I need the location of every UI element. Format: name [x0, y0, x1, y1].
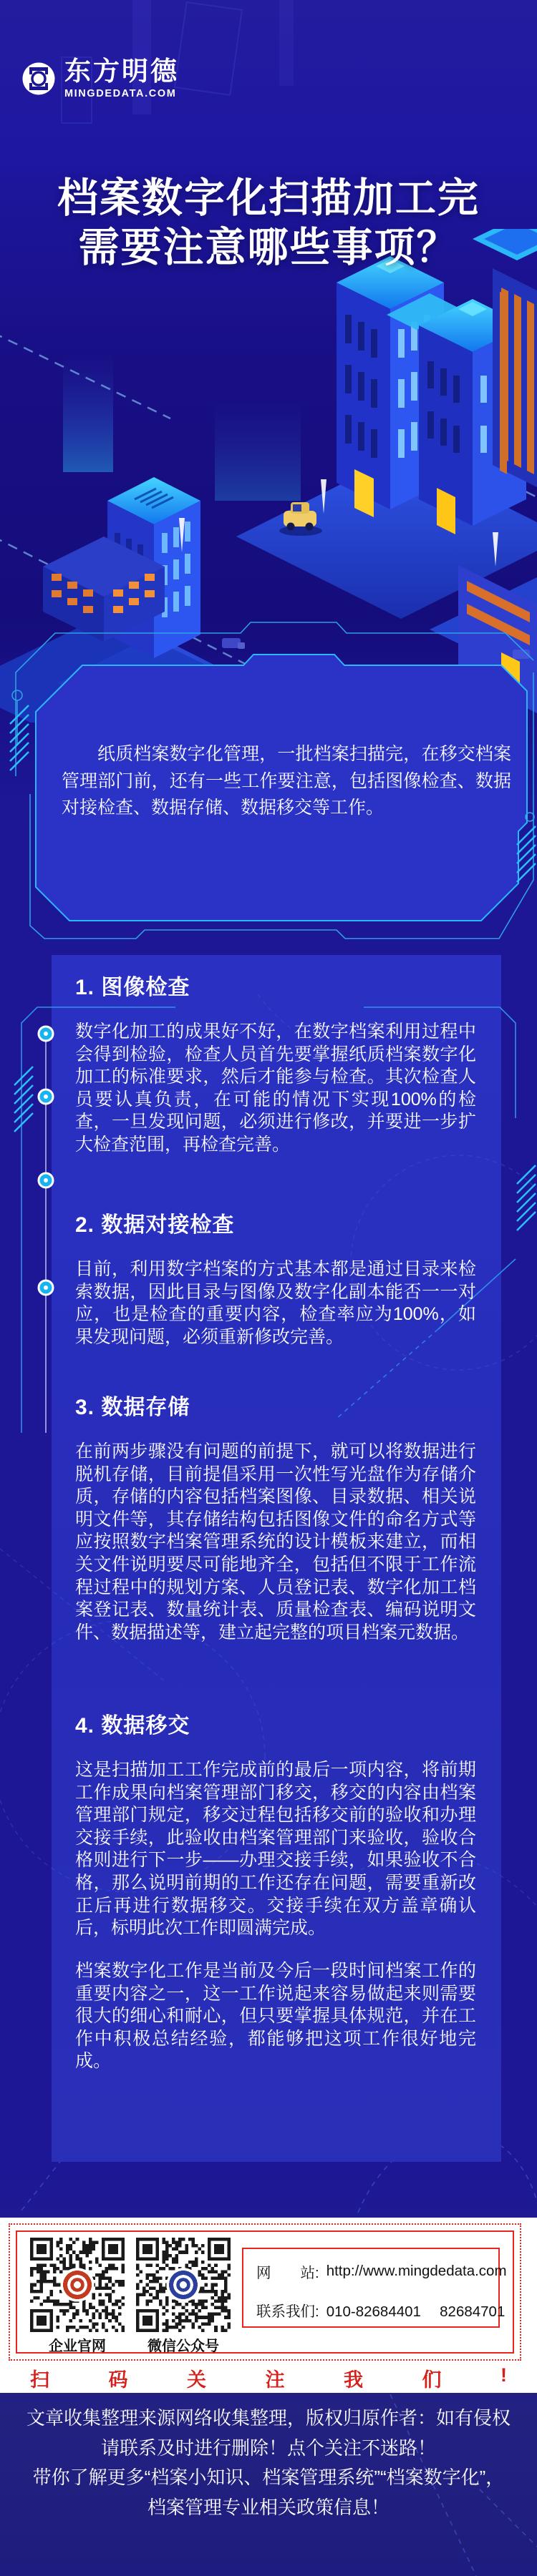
qr-wechat: [136, 2238, 231, 2355]
section-2-body: 目前，利用数字档案的方式基本都是通过目录来检索数据，因此目录与图像及数字化副本能否一一对应，也是检查的重要内容，检查率应为100%，如果发现问题，必须重新修改完善。: [75, 1259, 476, 1347]
contact-phones: 010-82684401 82684701: [326, 2303, 505, 2320]
slogan-char: 扫: [30, 2369, 49, 2391]
intro-paragraph: 纸质档案数字化管理，一批档案扫描完，在移交档案管理部门前，还有一些工作要注意，包括图像检查、数据对接检查、数据存储、数据移交等工作。: [62, 744, 511, 818]
brand-name: 东方明德: [64, 57, 179, 86]
qr-website: [30, 2238, 125, 2355]
section-data-handover: [75, 1708, 476, 1940]
footer-contact-band: [0, 2218, 537, 2393]
contact-info-box: [242, 2248, 507, 2328]
scan-slogan: [30, 2364, 507, 2392]
dotted-red-border: [9, 2223, 521, 2361]
page-title: [0, 174, 537, 273]
disclaimer-line-3: 带你了解更多“档案小知识、档案管理系统”“档案数字化”，: [32, 2467, 505, 2488]
footer-disclaimer: [0, 2404, 537, 2522]
section-data-link-check: [75, 1207, 476, 1348]
slogan-char: 们: [422, 2369, 442, 2391]
slogan-char: 码: [108, 2369, 128, 2391]
disclaimer-line-4: 档案管理专业相关政策信息！: [147, 2496, 390, 2518]
section-1-heading: 1. 图像检查: [75, 976, 190, 999]
section-data-storage: [75, 1389, 476, 1644]
section-3-heading: 3. 数据存储: [75, 1396, 190, 1419]
slogan-char: 注: [265, 2369, 285, 2391]
slogan-char: !: [500, 2364, 507, 2386]
contact-label: 联系我们:: [256, 2303, 319, 2320]
website-url: http://www.mingdedata.com: [326, 2263, 507, 2279]
brand-domain: MINGDEDATA.COM: [64, 88, 177, 99]
slogan-char: 我: [344, 2369, 363, 2391]
section-3-body: 在前两步骤没有问题的前提下，就可以将数据进行脱机存储，目前提倡采用一次性写光盘作为存储介质，存储的内容包括档案图像、目录数据、相关说明文件等，其存储结构包括图像文件的命名方式等应按照数字档案管理系统的设计模板来建立，而相关文件说明要尽可能地齐全，包括但不限于工作流程过程中的规划方案、人员登记表、数字化加工档案登记表、数量统计表、质量检查表、编码说明文件、数据描述等，建立起完整的项目档案元数据。: [75, 1441, 476, 1642]
title-line-1: 档案数字化扫描加工完: [57, 175, 480, 222]
section-4-body: 这是扫描加工工作完成前的最后一项内容，将前期工作成果向档案管理部门移交，移交的内容由档案管理部门规定，移交过程包括移交前的验收和办理交接手续，此验收由档案管理部门来验收，验收合格则进行下一步——办理交接手续，如果验收不合格，那么说明前期的工作还存在问题，需要重新改正后再进行数据移交。交接手续在双方盖章确认后，标明此次工作即圆满完成。: [75, 1760, 476, 1939]
slogan-char: 关: [187, 2369, 206, 2391]
qr-website-label: 企业官网: [49, 2339, 106, 2354]
content-panel: [52, 955, 501, 2162]
disclaimer-line-2: 请联系及时进行删除！点个关注不迷路！: [100, 2437, 436, 2459]
title-line-2: 需要注意哪些事项？: [78, 225, 459, 271]
mingde-logo-icon: [21, 62, 56, 96]
qr-code-wechat: [136, 2238, 231, 2332]
section-4-heading: 4. 数据移交: [75, 1714, 190, 1738]
website-label: 网 站:: [256, 2265, 319, 2281]
closing-paragraph: 档案数字化工作是当前及今后一段时间档案工作的重要内容之一，这一工作说起来容易做起来则需要很大的细心和耐心，但只要掌握具体规范，并在工作中积极总结经验，都能够把这项工作很好地完成。: [75, 1961, 476, 2072]
section-2-heading: 2. 数据对接检查: [75, 1213, 235, 1237]
solid-red-border: [16, 2230, 514, 2354]
qr-wechat-label: 微信公众号: [147, 2339, 219, 2354]
disclaimer-line-1: 文章收集整理来源网络收集整理，版权归原作者：如有侵权: [26, 2407, 511, 2429]
brand-header: [21, 57, 179, 99]
qr-code-website: [30, 2238, 125, 2332]
section-image-check: [75, 969, 476, 1157]
section-1-body: 数字化加工的成果好不好，在数字档案利用过程中会得到检验，检查人员首先要掌握纸质档案数字化加工的标准要求，然后才能参与检查。其次检查人员要认真负责，在可能的情况下实现100%的检查，一旦发现问题，必须进行修改，并要进一步扩大检查范围，再检查完善。: [75, 1022, 476, 1155]
